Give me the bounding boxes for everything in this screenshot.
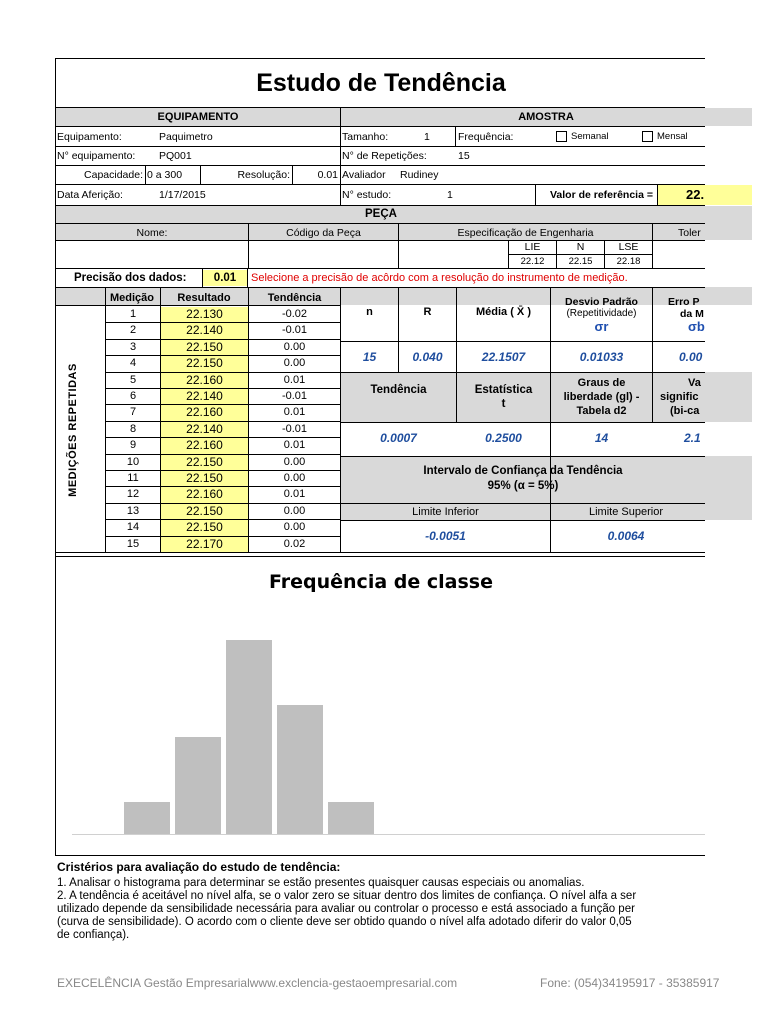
tendencia-cell: 0.00 [283, 357, 306, 370]
tamanho-value[interactable]: 1 [424, 131, 430, 143]
histogram-chart [72, 600, 705, 835]
va-label: Va [688, 377, 701, 389]
avaliador-label: Avaliador [342, 169, 386, 181]
desvio-sub: (Repetitividade) [566, 308, 637, 319]
tendencia-cell: -0.01 [281, 390, 308, 402]
equipment-section-header: EQUIPAMENTO [157, 111, 239, 123]
n-stat-label: n [366, 306, 373, 318]
resolucao-value[interactable]: 0.01 [317, 169, 338, 181]
erro-value: 0.00 [679, 350, 703, 364]
va-label2: signific [660, 391, 699, 403]
nome-label: Nome: [136, 227, 168, 239]
tendencia-cell: 0.00 [283, 340, 306, 353]
criteria-line-2: 2. A tendência é aceitável no nível alfa, se o valor zero se situar dentro dos limites de confiança. O nível alfa a ser [57, 890, 637, 902]
intervalo-label: Intervalo de Confiança da Tendência [423, 465, 623, 477]
repeticoes-value[interactable]: 15 [458, 150, 470, 162]
limite-inferior-label: Limite Inferior [412, 506, 479, 518]
sigma-r-symbol: σr [594, 319, 609, 334]
col-resultado-header: Resultado [177, 292, 231, 304]
footer-company: EXECELÊNCIA Gestão Empresarialwww.exclencia-gestaoempresarial.com [57, 976, 458, 990]
tendencia-cell: 0.02 [283, 537, 306, 550]
tendencia-cell: 0.01 [283, 406, 306, 419]
histogram-bar-22.17 [328, 802, 374, 834]
medicao-number: 2 [129, 324, 137, 337]
part-section-header: PEÇA [365, 208, 397, 220]
resultado-cell[interactable]: 22.150 [186, 339, 223, 354]
mensal-checkbox[interactable] [642, 131, 653, 142]
valor-referencia-label: Valor de referência = [549, 189, 653, 201]
resultado-cell[interactable]: 22.130 [186, 307, 223, 321]
tendencia-cell: 0.01 [283, 373, 306, 386]
resolucao-label: Resolução: [237, 169, 290, 181]
limite-superior-value: 0.0064 [607, 529, 645, 543]
especificacao-label: Especificação de Engenharia [457, 227, 594, 239]
n-stat-value: 15 [362, 350, 377, 364]
numero-equipamento-label: N° equipamento: [57, 150, 136, 162]
medicao-number: 3 [129, 340, 137, 353]
valor-referencia-value[interactable]: 22. [686, 187, 705, 202]
intervalo-sub: 95% (α = 5%) [487, 480, 559, 492]
graus-label2: liberdade (gl) - [563, 391, 640, 403]
medicao-number: 6 [129, 390, 137, 402]
medicao-number: 10 [126, 455, 140, 468]
histogram-bar-22.14 [175, 737, 221, 834]
estatistica-label: Estatística [474, 384, 533, 396]
data-afericao-value[interactable]: 1/17/2015 [159, 189, 206, 201]
equipamento-label: Equipamento: [57, 131, 122, 143]
media-label: Média ( X̄ ) [475, 306, 531, 318]
tendencia-cell: 0.01 [283, 439, 306, 452]
tendencia-cell: -0.01 [281, 422, 308, 435]
va-label3: (bi-ca [670, 405, 700, 417]
codigo-peca-label: Código da Peça [286, 227, 361, 239]
semanal-checkbox[interactable] [556, 131, 567, 142]
repeticoes-label: N° de Repetições: [342, 150, 427, 162]
desvio-value: 0.01033 [579, 350, 624, 364]
resultado-cell[interactable]: 22.150 [186, 454, 223, 469]
resultado-cell[interactable]: 22.150 [186, 520, 223, 535]
erro-label: Erro P [668, 296, 700, 308]
mensal-label: Mensal [657, 131, 688, 142]
lse-value[interactable]: 22.18 [616, 256, 641, 267]
avaliador-value[interactable]: Rudiney [400, 169, 439, 181]
criteria-line-3: utilizado depende da sensibilidade necessária para avaliar ou controlar o processo e está associado a função per [57, 903, 635, 915]
histogram-bar-22.15 [226, 640, 272, 834]
sample-section-header: AMOSTRA [518, 111, 574, 123]
footer-phone: Fone: (054)34195917 - 35385917 [540, 976, 720, 990]
precisao-value[interactable]: 0.01 [213, 272, 237, 284]
resultado-cell[interactable]: 22.150 [186, 471, 223, 485]
resultado-cell[interactable]: 22.140 [186, 323, 223, 338]
tolerancia-label: Toler [678, 227, 701, 239]
resultado-cell[interactable]: 22.140 [186, 389, 223, 403]
medicao-number: 15 [126, 537, 140, 550]
resultado-cell[interactable]: 22.170 [186, 536, 223, 551]
medicao-number: 5 [129, 373, 137, 386]
criteria-line-5: de confiança). [57, 929, 130, 941]
medicao-number: 7 [129, 406, 137, 419]
r-stat-value: 0.040 [412, 350, 443, 364]
medicao-number: 12 [126, 488, 140, 501]
medicao-number: 9 [129, 439, 137, 452]
desvio-label: Desvio Padrão [565, 296, 638, 308]
medicao-number: 1 [129, 308, 137, 320]
medicao-number: 11 [127, 472, 139, 484]
tendencia-cell: 0.01 [283, 488, 306, 501]
tendencia-cell: 0.00 [283, 472, 306, 484]
n-label: N [576, 241, 585, 253]
resultado-cell[interactable]: 22.160 [186, 372, 223, 387]
col-medicao-header: Medição [109, 292, 154, 304]
tendencia-stat-value: 0.0007 [380, 431, 417, 445]
tendencia-cell: -0.01 [281, 324, 308, 337]
estudo-label: N° estudo: [342, 189, 392, 201]
tendencia-cell: 0.00 [283, 455, 306, 468]
medicao-number: 8 [129, 422, 137, 435]
tendencia-cell: 0.00 [283, 521, 306, 534]
page-title: Estudo de Tendência [256, 69, 506, 97]
estatistica-value: 0.2500 [485, 431, 522, 445]
n-value[interactable]: 22.15 [568, 256, 593, 267]
resultado-cell[interactable]: 22.160 [186, 438, 223, 453]
criteria-line-4: (curva de sensibilidade). O acordo com o cliente deve ser obtido quando o nível alfa adotado diferir do valor 0,05 [57, 916, 632, 928]
medicao-number: 14 [126, 521, 140, 534]
data-afericao-label: Data Aferição: [57, 189, 123, 201]
numero-equipamento-value[interactable]: PQ001 [159, 150, 192, 162]
tamanho-label: Tamanho: [342, 131, 389, 143]
criteria-title: Cristérios para avaliação do estudo de tendência: [57, 860, 341, 874]
tendencia-cell: -0.02 [281, 308, 308, 320]
graus-value: 14 [594, 431, 609, 445]
frequencia-label: Frequência: [458, 131, 514, 143]
limite-superior-label: Limite Superior [589, 506, 663, 518]
tendencia-stat-label: Tendência [370, 384, 427, 396]
precisao-label: Precisão dos dados: [74, 272, 187, 284]
estatistica-label2: t [501, 398, 506, 410]
graus-label3: Tabela d2 [576, 405, 627, 417]
col-tendencia-header: Tendência [267, 292, 322, 304]
resultado-cell[interactable]: 22.150 [186, 503, 223, 518]
lie-value[interactable]: 22.12 [520, 256, 545, 267]
va-value: 2.1 [684, 431, 701, 445]
semanal-label: Semanal [571, 131, 609, 142]
lse-label: LSE [618, 241, 639, 253]
lie-label: LIE [524, 241, 541, 253]
histogram-baseline [72, 834, 705, 835]
medicoes-repetidas-label: MEDIÇÕES REPETIDAS [67, 363, 79, 497]
equipamento-value[interactable]: Paquimetro [159, 131, 213, 143]
medicao-number: 13 [126, 504, 140, 517]
medicao-number: 4 [129, 357, 137, 370]
limite-inferior-value: -0.0051 [425, 529, 466, 543]
capacidade-value[interactable]: 0 a 300 [147, 169, 183, 181]
resultado-cell[interactable]: 22.140 [186, 421, 223, 436]
r-stat-label: R [423, 306, 432, 318]
erro-label2: da M [680, 308, 704, 320]
resultado-cell[interactable]: 22.150 [186, 356, 223, 371]
tendencia-cell: 0.00 [283, 504, 306, 517]
precisao-note: Selecione a precisão de acôrdo com a resolução do instrumento de medição. [251, 272, 628, 284]
histogram-bar-22.13 [124, 802, 170, 834]
graus-label: Graus de [577, 377, 626, 389]
estudo-value[interactable]: 1 [447, 189, 453, 201]
resultado-cell[interactable]: 22.160 [186, 487, 223, 502]
criteria-line-1: 1. Analisar o histograma para determinar se estão presentes quaisquer causas especiais ou anomalias. [57, 877, 585, 889]
sigma-b-symbol: σb [688, 319, 705, 334]
resultado-cell[interactable]: 22.160 [186, 405, 223, 420]
chart-title: Frequência de classe [269, 571, 493, 593]
capacidade-label: Capacidade: [84, 169, 143, 181]
media-value: 22.1507 [481, 350, 526, 364]
histogram-bar-22.16 [277, 705, 323, 834]
